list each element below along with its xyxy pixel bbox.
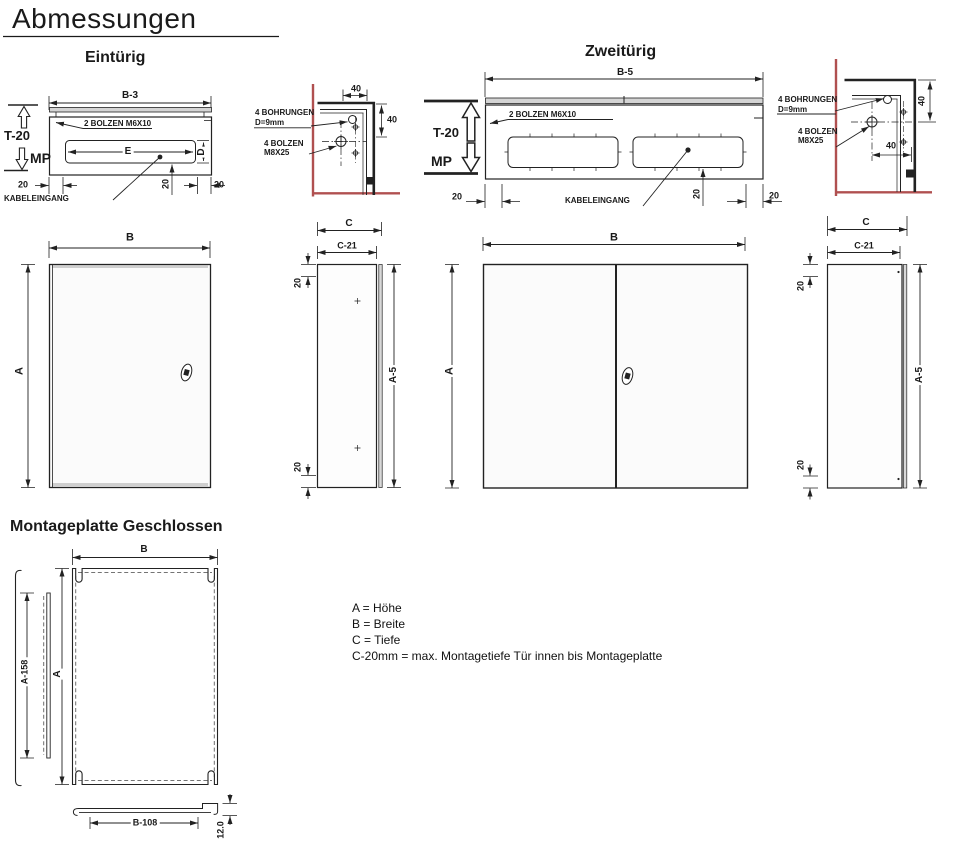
dim-double-front-width: B [610, 231, 618, 244]
single-door-top-view [4, 96, 225, 200]
dim-single-side-offset-bottom: 20 [292, 461, 303, 473]
page-title: Abmessungen [12, 3, 197, 34]
label-single-detail-bolts-size: M8X25 [264, 148, 290, 157]
label-double-detail-bolts-size: M8X25 [798, 136, 824, 145]
dim-single-detail-top: 40 [350, 83, 362, 94]
dim-plate-profile-height: A-158 [19, 659, 30, 685]
dim-single-side-depth: C [345, 218, 353, 229]
label-double-mp: MP [431, 153, 452, 169]
dim-single-opening-height: D [196, 148, 207, 156]
double-door-top-view [424, 72, 782, 208]
dim-double-top-width: B-5 [616, 67, 634, 78]
label-double-cable-entry: KABELEINGANG [565, 196, 630, 205]
dim-single-opening-width: E [124, 146, 132, 157]
dim-double-side-depth-inner: C-21 [854, 240, 874, 251]
dim-single-side-depth-inner: C-21 [337, 240, 357, 251]
dim-single-front-height: A [13, 367, 26, 375]
double-door-side-view [803, 216, 927, 500]
dim-plate-height: A [52, 670, 63, 678]
mounting-plate-views [16, 549, 238, 829]
dim-double-side-height: A-5 [914, 366, 925, 384]
label-single-holes-dia: D=9mm [255, 117, 285, 127]
mp-arrow-down-icon [16, 148, 28, 170]
depth-arrow-up-icon [18, 107, 30, 129]
label-double-bolts: 2 BOLZEN M6X10 [509, 110, 577, 119]
dim-single-front-width: B [126, 231, 134, 244]
label-single-bolts: 2 BOLZEN M6X10 [84, 119, 152, 128]
dim-double-offset-right: 20 [768, 190, 780, 201]
dim-plate-width: B [140, 544, 148, 555]
label-double-detail-bolts: 4 BOLZEN [798, 127, 838, 136]
legend-mounting: C-20mm = max. Montagetiefe Tür innen bis Montageplatte [352, 649, 663, 663]
dim-plate-thickness: 12.0 [215, 821, 226, 839]
single-door-side-view [301, 222, 401, 499]
label-double-holes-dia: D=9mm [778, 104, 808, 114]
single-door-front-view [21, 241, 211, 488]
double-door-title: Zweitürig [585, 43, 657, 60]
legend-height: A = Höhe [352, 601, 402, 615]
label-double-depth: T-20 [433, 125, 460, 140]
dim-plate-bottom-width: B-108 [132, 817, 158, 828]
mounting-plate-title: Montageplatte Geschlossen [10, 518, 223, 535]
dim-double-detail-bottom: 40 [885, 140, 897, 151]
depth-arrow-up-icon [463, 103, 480, 141]
dim-double-side-offset-top: 20 [795, 280, 806, 292]
legend-depth: C = Tiefe [352, 633, 401, 647]
label-single-detail-bolts: 4 BOLZEN [264, 139, 304, 148]
dim-single-top-width: B-3 [121, 90, 139, 101]
label-double-holes: 4 BOHRUNGEN [778, 95, 838, 104]
label-single-depth: T-20 [4, 128, 31, 143]
dim-single-offset-left: 20 [17, 179, 29, 190]
dim-double-side-depth: C [862, 217, 870, 228]
single-door-title: Eintürig [85, 49, 146, 66]
label-single-mp: MP [30, 150, 51, 166]
dim-single-side-offset-top: 20 [292, 277, 303, 289]
dim-single-offset-mid: 20 [160, 178, 171, 190]
label-single-holes: 4 BOHRUNGEN [255, 108, 315, 117]
legend-width: B = Breite [352, 617, 406, 631]
dim-double-offset-mid: 20 [691, 188, 702, 200]
dim-double-side-offset-bottom: 20 [795, 459, 806, 471]
dim-single-offset-right: 20 [213, 179, 225, 190]
dim-double-front-height: A [443, 367, 456, 375]
mp-arrow-down-icon [463, 143, 480, 172]
label-single-cable-entry: KABELEINGANG [4, 194, 69, 203]
dim-single-detail-side: 40 [386, 114, 398, 125]
dim-double-offset-left: 20 [451, 191, 463, 202]
double-door-front-view [445, 237, 748, 488]
dim-double-detail-side: 40 [916, 95, 927, 107]
dim-single-side-height: A-5 [388, 366, 399, 384]
